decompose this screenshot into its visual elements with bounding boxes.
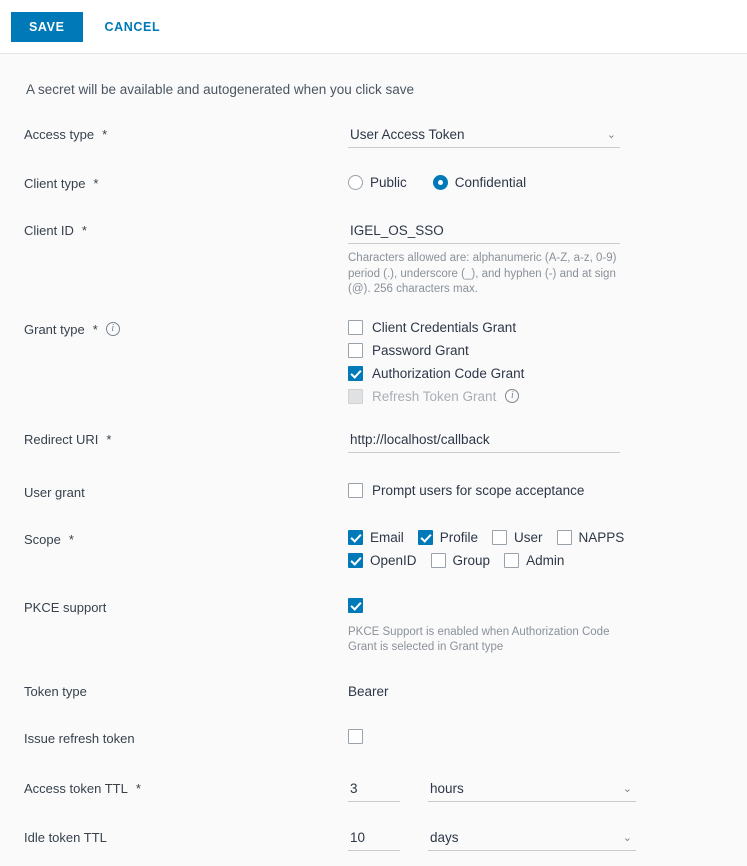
- row-issue-refresh-token: [24, 729, 723, 749]
- checkbox-label: User: [514, 529, 543, 545]
- radio-item-confidential[interactable]: [433, 175, 526, 190]
- field-issue-refresh-token: [348, 729, 723, 749]
- checkbox-label: Password Grant: [372, 342, 469, 358]
- label-access-token-ttl-text: Access token TTL: [24, 780, 128, 796]
- checkbox-label: Prompt users for scope acceptance: [372, 482, 585, 498]
- label-grant-type-text: Grant type: [24, 321, 85, 337]
- chevron-down-icon: ⌄: [622, 831, 632, 844]
- checkbox-label: Refresh Token Grant: [372, 388, 497, 404]
- row-grant-type: [24, 320, 723, 412]
- checkbox-prompt-users-scope[interactable]: [348, 483, 723, 498]
- field-grant-type: [348, 320, 723, 412]
- idle-token-ttl-input[interactable]: [348, 828, 400, 851]
- required-marker: *: [68, 531, 74, 547]
- field-user-grant: [348, 483, 723, 498]
- label-redirect-uri-text: Redirect URI: [24, 431, 99, 447]
- access-token-ttl-unit-select[interactable]: [428, 779, 636, 802]
- checkbox-password-grant[interactable]: [348, 343, 723, 358]
- label-access-type: [24, 125, 348, 142]
- access-type-select-wrap[interactable]: [348, 125, 620, 148]
- radio-public-label: Public: [370, 175, 407, 190]
- row-access-type: [24, 125, 723, 148]
- label-pkce-support-text: PKCE support: [24, 599, 107, 615]
- redirect-uri-input[interactable]: [348, 430, 620, 453]
- checkbox-scope-profile[interactable]: [418, 530, 478, 545]
- checkbox-icon[interactable]: [348, 530, 363, 545]
- access-type-select[interactable]: [348, 125, 620, 148]
- checkbox-issue-refresh-token[interactable]: [348, 729, 363, 744]
- row-token-type: [24, 682, 723, 699]
- token-type-value: Bearer: [348, 683, 389, 699]
- checkbox-icon[interactable]: [504, 553, 519, 568]
- checkbox-icon[interactable]: [348, 320, 363, 335]
- checkbox-label: Authorization Code Grant: [372, 365, 525, 381]
- checkbox-authorization-code-grant[interactable]: [348, 366, 723, 381]
- label-access-token-ttl: [24, 779, 348, 796]
- field-scope: [348, 530, 723, 576]
- required-marker: *: [93, 176, 99, 191]
- required-marker: *: [102, 127, 108, 142]
- label-issue-refresh-token: [24, 729, 348, 746]
- label-idle-token-ttl-text: Idle token TTL: [24, 829, 107, 845]
- field-pkce-support: [348, 598, 723, 656]
- chevron-down-icon: ⌄: [622, 782, 632, 795]
- info-icon[interactable]: i: [505, 389, 519, 403]
- label-access-type-text: Access type: [24, 127, 95, 142]
- checkbox-scope-group[interactable]: [431, 553, 491, 568]
- label-token-type: [24, 682, 348, 699]
- checkbox-label: Group: [452, 552, 491, 568]
- row-client-id: [24, 221, 723, 298]
- required-marker: *: [81, 223, 87, 238]
- field-access-token-ttl: [348, 779, 723, 802]
- checkbox-icon[interactable]: [418, 530, 433, 545]
- client-form: [0, 54, 747, 866]
- field-token-type: [348, 682, 723, 699]
- radio-item-public[interactable]: [348, 175, 407, 190]
- row-client-type: [24, 174, 723, 191]
- radio-confidential-label: Confidential: [454, 175, 527, 190]
- access-token-ttl-unit-wrap[interactable]: [428, 779, 636, 802]
- required-marker: *: [106, 431, 112, 447]
- label-user-grant-text: User grant: [24, 484, 85, 500]
- row-pkce-support: [24, 598, 723, 656]
- label-scope: [24, 530, 348, 547]
- row-redirect-uri: [24, 430, 723, 453]
- field-client-type: [348, 174, 723, 190]
- checkbox-pkce-support[interactable]: [348, 598, 363, 613]
- label-idle-token-ttl: [24, 828, 348, 845]
- chevron-down-icon: ⌄: [606, 129, 616, 141]
- label-redirect-uri: [24, 430, 348, 447]
- checkbox-icon[interactable]: [557, 530, 572, 545]
- info-icon[interactable]: i: [106, 322, 120, 336]
- label-client-type-text: Client type: [24, 176, 86, 191]
- checkbox-label: NAPPS: [578, 529, 625, 545]
- secret-notice: A secret will be available and autogenerated when you click save: [26, 82, 414, 97]
- checkbox-label: Profile: [439, 529, 479, 545]
- client-id-helper: Characters allowed are: alphanumeric (A-Z, a-z, 0-9) period (.), underscore (_), and hyphen (-) and at sign (@). 256 characters max.: [348, 252, 617, 296]
- required-marker: *: [135, 780, 141, 796]
- client-type-radio-group: [348, 174, 723, 190]
- checkbox-icon: [348, 389, 363, 404]
- row-access-token-ttl: [24, 779, 723, 802]
- scope-checkbox-grid: [348, 530, 638, 576]
- checkbox-label: Client Credentials Grant: [372, 319, 517, 335]
- radio-confidential-icon[interactable]: [433, 175, 448, 190]
- label-user-grant: [24, 483, 348, 500]
- checkbox-scope-user[interactable]: [492, 530, 543, 545]
- pkce-helper: PKCE Support is enabled when Authorization Code Grant is selected in Grant type: [348, 625, 610, 654]
- row-idle-token-ttl: [24, 828, 723, 851]
- label-grant-type: [24, 320, 348, 337]
- checkbox-scope-openid[interactable]: [348, 553, 417, 568]
- field-redirect-uri: [348, 430, 723, 453]
- field-client-id: [348, 221, 723, 298]
- checkbox-label: Email: [370, 529, 404, 545]
- form-toolbar: [0, 0, 747, 54]
- access-token-ttl-input[interactable]: [348, 779, 400, 802]
- checkbox-scope-admin[interactable]: [504, 553, 564, 568]
- row-scope: [24, 530, 723, 576]
- label-issue-refresh-token-text: Issue refresh token: [24, 730, 135, 746]
- idle-token-ttl-unit-select[interactable]: [428, 828, 636, 851]
- idle-token-ttl-unit-wrap[interactable]: [428, 828, 636, 851]
- checkbox-icon[interactable]: [348, 483, 363, 498]
- checkbox-icon[interactable]: [431, 553, 446, 568]
- checkbox-label: Admin: [526, 552, 565, 568]
- label-pkce-support: [24, 598, 348, 615]
- label-client-id: [24, 221, 348, 238]
- field-access-type: [348, 125, 723, 148]
- cancel-button[interactable]: CANCEL: [101, 12, 165, 42]
- client-id-input[interactable]: [348, 221, 620, 244]
- checkbox-client-credentials-grant[interactable]: [348, 320, 723, 335]
- checkbox-icon[interactable]: [348, 343, 363, 358]
- label-token-type-text: Token type: [24, 683, 87, 699]
- checkbox-label: OpenID: [370, 552, 417, 568]
- checkbox-icon[interactable]: [492, 530, 507, 545]
- field-idle-token-ttl: [348, 828, 723, 851]
- row-user-grant: [24, 483, 723, 500]
- label-scope-text: Scope: [24, 531, 61, 547]
- label-client-type: [24, 174, 348, 191]
- required-marker: *: [92, 321, 98, 337]
- radio-public-icon[interactable]: [348, 175, 363, 190]
- checkbox-refresh-token-grant: [348, 389, 723, 404]
- checkbox-scope-email[interactable]: [348, 530, 404, 545]
- save-button[interactable]: SAVE: [11, 12, 83, 42]
- label-client-id-text: Client ID: [24, 223, 74, 238]
- checkbox-icon[interactable]: [348, 366, 363, 381]
- checkbox-scope-napps[interactable]: [557, 530, 625, 545]
- checkbox-icon[interactable]: [348, 553, 363, 568]
